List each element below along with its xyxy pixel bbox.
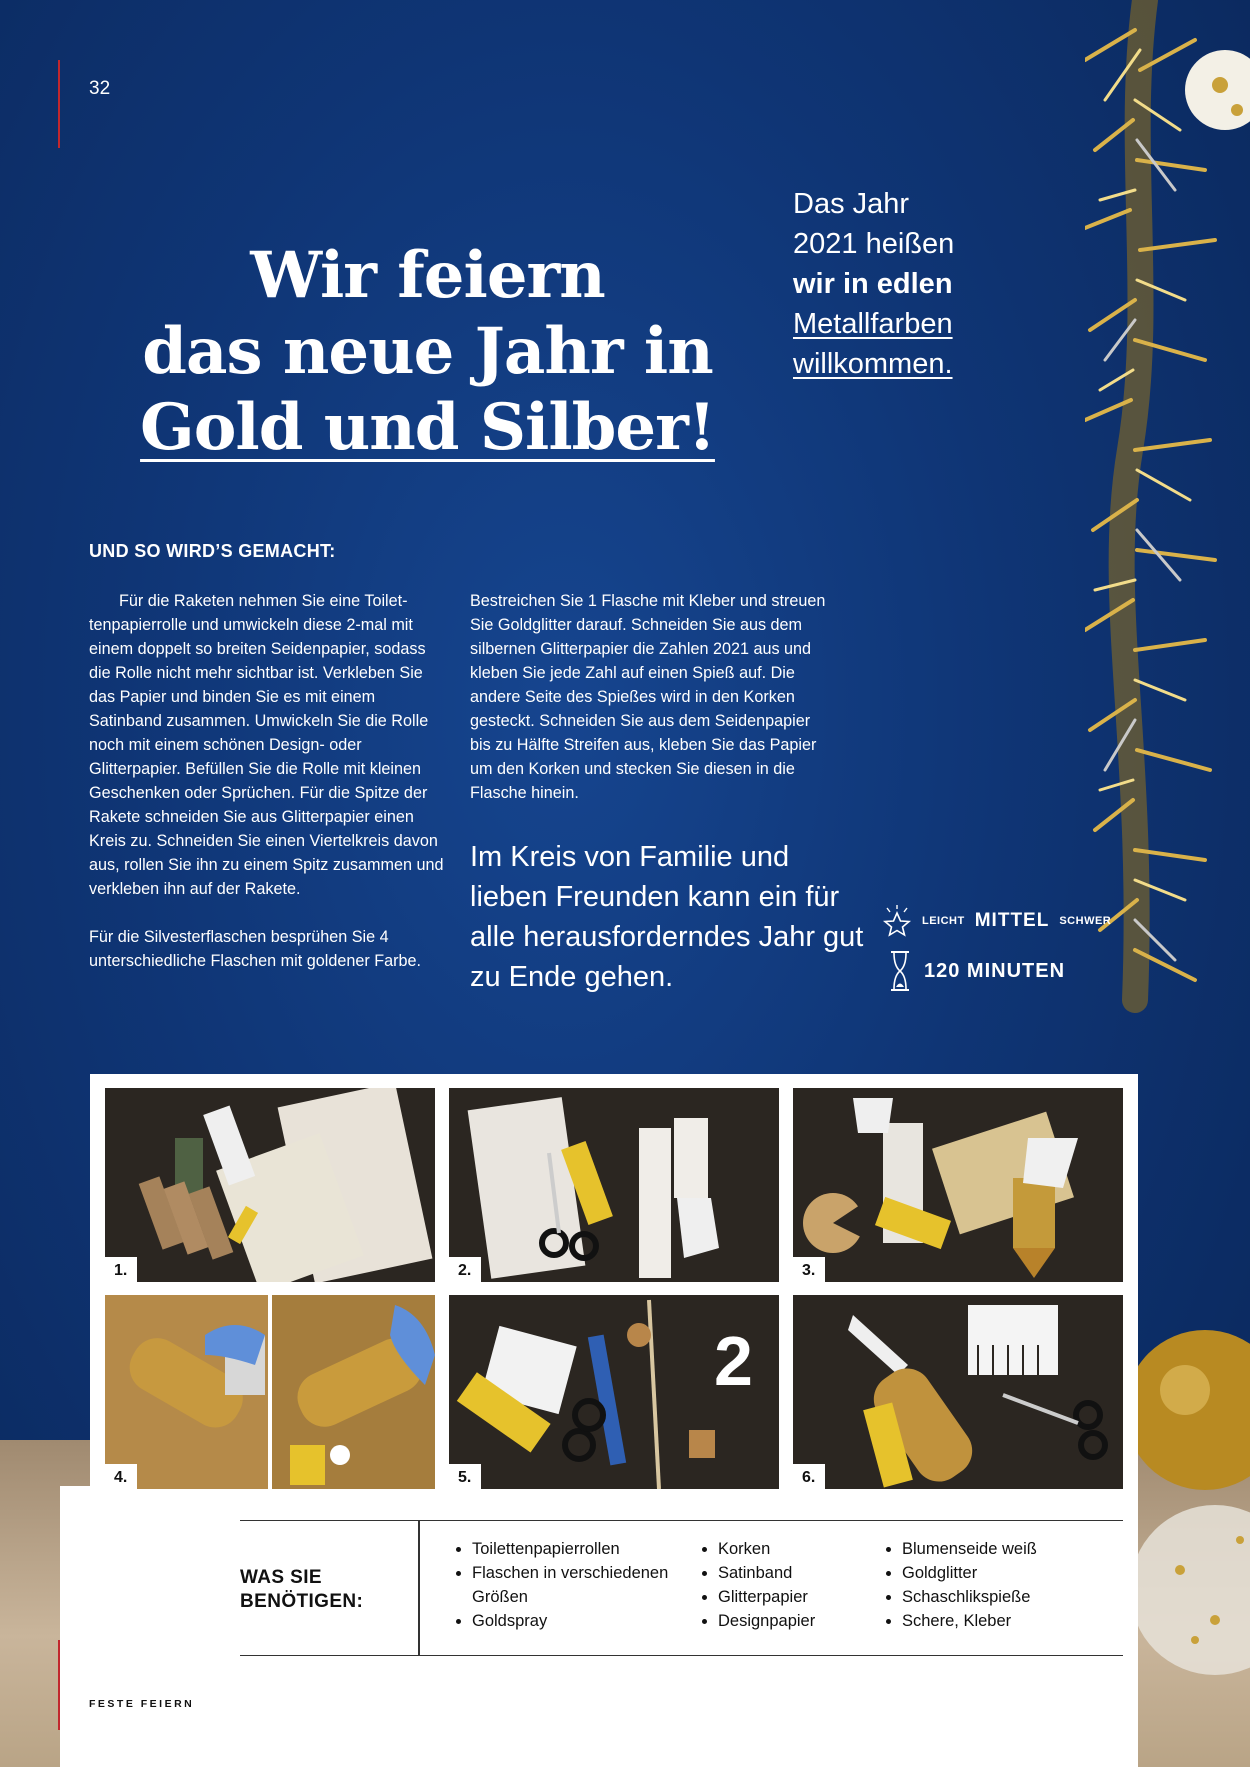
step-number: 5. <box>449 1464 481 1489</box>
title-line-2: das neue Jahr in <box>142 314 713 389</box>
instructions-paragraph: Für die Raketen nehmen Sie eine Toilet-tenpapierrolle und umwickeln diese 2-mal mit einem doppelt so breiten Seidenpapier, sodass die Rolle nicht mehr sichtbar ist. Verkleben Sie das Papier und binden Sie es mit einem Satinband zusammen. Umwickeln Sie die Rolle noch mit einem schönen Design- oder Glitterpapier. Befüllen Sie die Rolle mit kleinen Geschenken oder Sprüchen. Für die Spitze der Rakete schneiden Sie aus Glitterpapier einen Kreis zu. Schneiden Sie einen Viertelkreis davon aus, rollen Sie ihn zu einem Spitz zusammen und verkleben ihn auf der Rakete. <box>89 592 444 898</box>
intro-quote-line-2: 2021 heißen <box>793 228 955 260</box>
difficulty-hard: SCHWER <box>1059 915 1112 927</box>
materials-list-2 <box>698 1537 878 1633</box>
footer-section-label: FESTE FEIERN <box>89 1698 195 1710</box>
materials-list-3 <box>882 1537 1122 1633</box>
svg-text:2: 2 <box>714 1322 753 1400</box>
step-photo-1 <box>105 1088 435 1282</box>
title-line-3: Gold und Silber! <box>140 390 715 465</box>
step-number: 2. <box>449 1257 481 1282</box>
materials-heading: WAS SIE BENÖTIGEN: <box>240 1567 364 1612</box>
intro-quote-line-4: Metallfarben <box>793 308 953 340</box>
step-number: 6. <box>793 1464 825 1489</box>
step-photo-2 <box>449 1088 779 1282</box>
difficulty-medium: MITTEL <box>974 910 1050 931</box>
instructions-column-1 <box>89 589 449 997</box>
step-number: 3. <box>793 1257 825 1282</box>
intro-quote-line-5: willkommen. <box>793 348 953 380</box>
list-item: • Flaschen in verschiedenen Größen <box>472 1561 692 1609</box>
difficulty-easy: LEICHT <box>922 915 965 927</box>
list-item: • Glitterpapier <box>718 1585 878 1609</box>
intro-quote <box>793 184 1023 384</box>
step-photo-5 <box>449 1295 779 1489</box>
list-item: • Toilettenpapierrollen <box>472 1537 692 1561</box>
instructions-paragraph: Bestreichen Sie 1 Flasche mit Kleber und streuen Sie Goldglitter darauf. Schneiden Sie aus dem silbernen Glitterpapier die Zahlen 2021 aus und kleben Sie jede Zahl auf einen Spieß auf. Die andere Seite des Spießes wird in den Korken gesteckt. Schneiden Sie aus dem Seidenpapier bis zu Hälfte Streifen aus, kleben Sie das Papier um den Korken und stecken Sie diesen in die Flasche hinein. <box>470 592 826 802</box>
step-number: 1. <box>105 1257 137 1282</box>
balloons-image <box>1120 1300 1250 1767</box>
step-photo-6 <box>793 1295 1123 1489</box>
section-heading: UND SO WIRD’S GEMACHT: <box>89 541 336 561</box>
step-photo-4 <box>105 1295 435 1489</box>
list-item: • Goldspray <box>472 1609 692 1633</box>
instructions-paragraph: Für die Silvesterflaschen besprühen Sie 4 unterschiedliche Flaschen mit goldener Farbe. <box>89 928 422 970</box>
hourglass-icon <box>890 950 910 992</box>
list-item: • Blumenseide weiß <box>902 1537 1122 1561</box>
list-item: • Goldglitter <box>902 1561 1122 1585</box>
tinsel-garland-image <box>1085 0 1250 1020</box>
list-item: • Schere, Kleber <box>902 1609 1122 1633</box>
duration-label: 120 MINUTEN <box>924 959 1066 982</box>
intro-quote-line-1: Das Jahr <box>793 188 910 220</box>
materials-box <box>240 1520 1123 1656</box>
divider <box>418 1521 420 1655</box>
materials-list-1 <box>452 1537 692 1633</box>
pull-quote: Im Kreis von Familie und lieben Freunden kann ein für alle herausforderndes Jahr gut zu Ende gehen. <box>470 841 864 993</box>
accent-line-bottom <box>58 1640 60 1730</box>
star-icon <box>882 904 912 938</box>
difficulty-rating <box>882 904 1111 938</box>
step-number: 4. <box>105 1464 137 1489</box>
page-title <box>120 238 735 466</box>
duration <box>890 950 1065 992</box>
title-line-1: Wir feiern <box>250 238 605 313</box>
list-item: • Schaschlikspieße <box>902 1585 1122 1609</box>
accent-line-top <box>58 60 60 148</box>
step-photo-3 <box>793 1088 1123 1282</box>
list-item: • Designpapier <box>718 1609 878 1633</box>
list-item: • Satinband <box>718 1561 878 1585</box>
intro-quote-line-3: wir in edlen <box>793 268 953 300</box>
instructions-column-2 <box>470 589 830 829</box>
list-item: • Korken <box>718 1537 878 1561</box>
page-number: 32 <box>89 78 111 99</box>
